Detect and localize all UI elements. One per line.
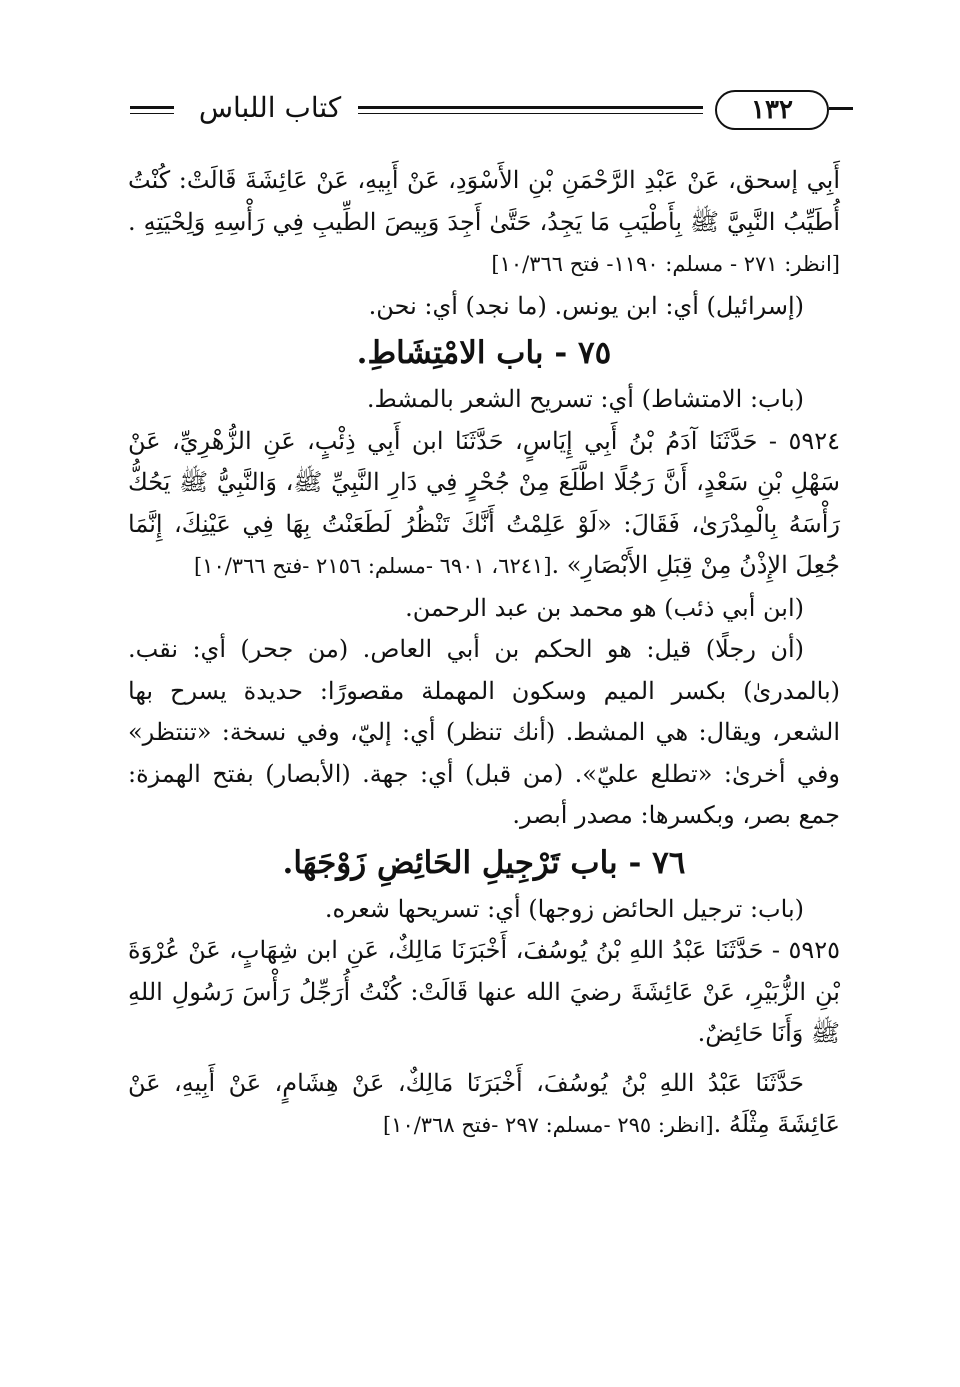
chapter-explanation-75: (باب: الامتشاط) أي: تسريح الشعر بالمشط. [366, 385, 804, 413]
page-number: ١٣٢ [715, 90, 829, 130]
commentary: (ابن أبي ذئب) هو محمد بن عبد الرحمن. [405, 593, 804, 622]
page-body [128, 160, 840, 1147]
hadith-text: حَدَّثَنَا عَبْدُ اللهِ بْنُ يُوسُفَ، أَخْبَرَنَا مَالِكٌ، عَنْ هِشَامٍ، عَنْ أَبِيهِ، عَنْ عَائِشَةَ مِثْلَهُ . [128, 1068, 840, 1138]
hadith-reference: [انظر: ٢٧١ - مسلم: ١١٩٠- فتح ١٠/٣٦٦] [491, 252, 840, 276]
header-rule-left [130, 106, 174, 114]
hadith-second-chain [128, 1063, 840, 1147]
chapter-title-75: ٧٥ - باب الامْتِشَاطِ. [356, 335, 612, 371]
hadith-5925: ٥٩٢٥ - حَدَّثَنَا عَبْدُ اللهِ بْنُ يُوسُفَ، أَخْبَرَنَا مَالِكٌ، عَنِ ابن شِهَابٍ، عَنْ عُرْوَةَ بْنِ الزُّبَيْرِ، عَنْ عَائِشَةَ رضيَ الله عنها قَالَتْ: كُنْتُ أُرَجِّلُ رَأْسَ رَسُولِ اللهِ ﷺ وَأَنَا حَائِضٌ. [128, 936, 840, 1047]
chapter-title-76: ٧٦ - باب تَرْجِيلِ الحَائِضِ زَوْجَهَا. [282, 844, 686, 881]
header-rule-middle [358, 106, 703, 114]
chapter-explanation-76: (باب: ترجيل الحائض زوجها) أي: تسريحها شعره. [324, 894, 804, 923]
spacer [128, 1055, 840, 1063]
hadith-text: أَبِي إسحق، عَنْ عَبْدِ الرَّحْمَنِ بْنِ الأَسْوَدِ، عَنْ أَبِيهِ، عَنْ عَائِشَةَ قَالَتْ: كُنْتُ أُطَيِّبُ النَّبِيَّ ﷺ بِأَطْيَبِ مَا يَجِدُ، حَتَّىٰ أَجِدَ وَبِيصَ الطِّيبِ فِي رَأْسِهِ وَلِحْيَتِهِ . [128, 166, 840, 236]
commentary: (إسرائيل) أي: ابن يونس. (ما نجد) أي: نحن. [368, 291, 804, 320]
page-header [130, 88, 840, 138]
commentary: (أن رجلًا) قيل: هو الحكم بن أبي العاص. (من جحر) أي: نقب. (بالمدرىٰ) بكسر الميم وسكون المهملة مقصورًا: حديدة يسرح بها الشعر، ويقال: هي المشط. (أنك تنظر) أي: إليّ، وفي نسخة: «تنتظر» وفي أخرىٰ: «تطلع عليّ». (من قبل) أي: جهة. (الأبصار) بفتح الهمزة: جمع بصر، وبكسرها: مصدر أبصر. [128, 635, 841, 829]
book-title: كتاب اللباس [198, 91, 342, 124]
hadith-5924 [128, 421, 840, 588]
hadith-continuation [128, 160, 840, 286]
hadith-text: ٥٩٢٤ - حَدَّثَنَا آدَمُ بْنُ أَبِي إِيَاسٍ، حَدَّثَنَا ابن أَبِي ذِئْبٍ، عَنِ الزُّهْرِيِّ، عَنْ سَهْلِ بْنِ سَعْدٍ، أَنَّ رَجُلًا اطَّلَعَ مِنْ جُحْرٍ فِي دَارِ النَّبِيِّ ﷺ، وَالنَّبِيُّ ﷺ يَحُكُّ رَأْسَهُ بِالْمِدْرَىٰ، فَقَالَ: «لَوْ عَلِمْتُ أَنَّكَ تَنْظُرُ لَطَعَنْتُ بِهَا فِي عَيْنِكَ، إِنَّمَا جُعِلَ الإِذْنُ مِنْ قِبَلِ الأَبْصَارِ» . [128, 426, 840, 579]
hadith-reference: [انظر: ٢٩٥ -مسلم: ٢٩٧ -فتح ١٠/٣٦٨] [382, 1113, 714, 1137]
hadith-reference: [٦٢٤١، ٦٩٠١ -مسلم: ٢١٥٦ -فتح ١٠/٣٦٦] [193, 554, 552, 578]
